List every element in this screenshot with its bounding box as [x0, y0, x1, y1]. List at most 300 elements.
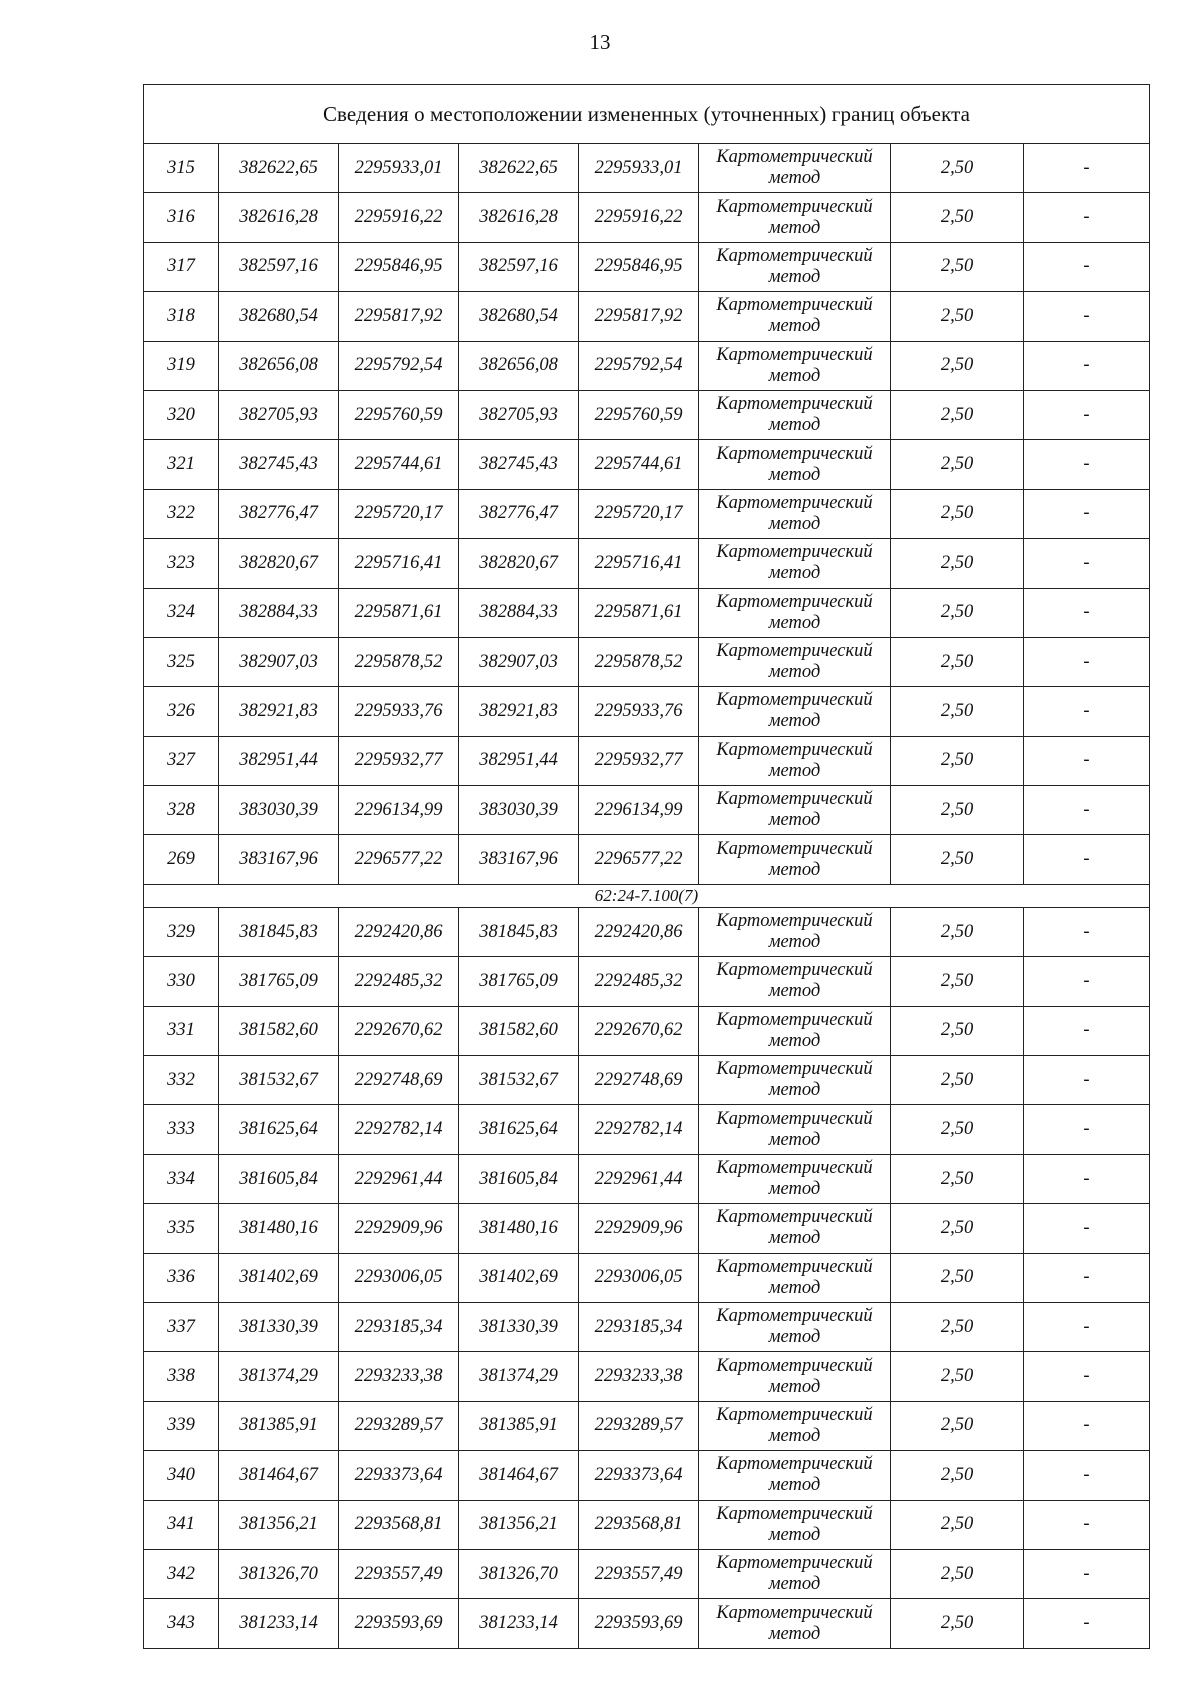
- y-existing-cell: 2292670,62: [339, 1006, 459, 1055]
- method-line1: Картометрический: [716, 295, 873, 316]
- y-refined-cell: 2296134,99: [579, 786, 699, 835]
- accuracy-cell: 2,50: [891, 637, 1024, 686]
- y-existing-cell: 2295744,61: [339, 440, 459, 489]
- accuracy-cell: 2,50: [891, 1451, 1024, 1500]
- method-line2: метод: [768, 316, 821, 337]
- point-number-cell: 336: [144, 1253, 219, 1302]
- x-existing-cell: 381480,16: [219, 1204, 339, 1253]
- x-refined-cell: 381356,21: [459, 1500, 579, 1549]
- y-existing-cell: 2293233,38: [339, 1352, 459, 1401]
- accuracy-cell: 2,50: [891, 907, 1024, 956]
- description-cell: -: [1024, 1006, 1150, 1055]
- accuracy-cell: 2,50: [891, 1056, 1024, 1105]
- x-existing-cell: 382680,54: [219, 292, 339, 341]
- x-existing-cell: 382907,03: [219, 637, 339, 686]
- x-refined-cell: 382616,28: [459, 193, 579, 242]
- y-existing-cell: 2292485,32: [339, 957, 459, 1006]
- y-refined-cell: 2292961,44: [579, 1154, 699, 1203]
- method-line1: Картометрический: [716, 1009, 873, 1030]
- description-cell: -: [1024, 1105, 1150, 1154]
- x-refined-cell: 382656,08: [459, 341, 579, 390]
- method-cell: [699, 1253, 891, 1302]
- method-cell: [699, 1401, 891, 1450]
- x-existing-cell: 381845,83: [219, 907, 339, 956]
- method-line2: метод: [768, 612, 821, 633]
- x-refined-cell: 382705,93: [459, 390, 579, 439]
- y-refined-cell: 2293568,81: [579, 1500, 699, 1549]
- description-cell: -: [1024, 539, 1150, 588]
- table-row: [144, 292, 1150, 341]
- x-existing-cell: 382951,44: [219, 736, 339, 785]
- table-row: [144, 144, 1150, 193]
- y-existing-cell: 2293289,57: [339, 1401, 459, 1450]
- y-existing-cell: 2292909,96: [339, 1204, 459, 1253]
- x-refined-cell: 382776,47: [459, 489, 579, 538]
- y-refined-cell: 2292909,96: [579, 1204, 699, 1253]
- point-number-cell: 325: [144, 637, 219, 686]
- method-line1: Картометрический: [716, 542, 873, 563]
- method-line1: Картометрический: [716, 344, 873, 365]
- accuracy-cell: 2,50: [891, 242, 1024, 291]
- accuracy-cell: 2,50: [891, 193, 1024, 242]
- method-line2: метод: [768, 810, 821, 831]
- accuracy-cell: 2,50: [891, 1154, 1024, 1203]
- method-line1: Картометрический: [716, 196, 873, 217]
- table-row: [144, 1451, 1150, 1500]
- accuracy-cell: 2,50: [891, 786, 1024, 835]
- method-cell: [699, 539, 891, 588]
- table-row: [144, 1056, 1150, 1105]
- table-row: [144, 1549, 1150, 1598]
- y-refined-cell: 2295871,61: [579, 588, 699, 637]
- accuracy-cell: 2,50: [891, 588, 1024, 637]
- x-refined-cell: 381326,70: [459, 1549, 579, 1598]
- accuracy-cell: 2,50: [891, 736, 1024, 785]
- method-line2: метод: [768, 1228, 821, 1249]
- method-line2: метод: [768, 859, 821, 880]
- x-refined-cell: 381385,91: [459, 1401, 579, 1450]
- y-existing-cell: 2295760,59: [339, 390, 459, 439]
- x-refined-cell: 382907,03: [459, 637, 579, 686]
- method-cell: [699, 390, 891, 439]
- accuracy-cell: 2,50: [891, 1204, 1024, 1253]
- description-cell: -: [1024, 341, 1150, 390]
- x-existing-cell: 382597,16: [219, 242, 339, 291]
- point-number-cell: 338: [144, 1352, 219, 1401]
- y-existing-cell: 2293568,81: [339, 1500, 459, 1549]
- x-existing-cell: 382921,83: [219, 687, 339, 736]
- method-cell: [699, 637, 891, 686]
- method-line1: Картометрический: [716, 1503, 873, 1524]
- y-refined-cell: 2295933,76: [579, 687, 699, 736]
- table-row: [144, 1204, 1150, 1253]
- y-existing-cell: 2295871,61: [339, 588, 459, 637]
- accuracy-cell: 2,50: [891, 539, 1024, 588]
- x-refined-cell: 382820,67: [459, 539, 579, 588]
- method-line1: Картометрический: [716, 960, 873, 981]
- method-cell: [699, 1006, 891, 1055]
- table-row: [144, 637, 1150, 686]
- x-refined-cell: 381765,09: [459, 957, 579, 1006]
- table-row: [144, 957, 1150, 1006]
- table-row: [144, 1401, 1150, 1450]
- method-line1: Картометрический: [716, 1158, 873, 1178]
- point-number-cell: 332: [144, 1056, 219, 1105]
- y-existing-cell: 2295933,01: [339, 144, 459, 193]
- y-existing-cell: 2295878,52: [339, 637, 459, 686]
- method-line2: метод: [768, 1030, 821, 1051]
- y-refined-cell: 2295916,22: [579, 193, 699, 242]
- x-refined-cell: 381532,67: [459, 1056, 579, 1105]
- description-cell: -: [1024, 907, 1150, 956]
- description-cell: -: [1024, 637, 1150, 686]
- method-line2: метод: [768, 1524, 821, 1545]
- y-refined-cell: 2295716,41: [579, 539, 699, 588]
- x-existing-cell: 382884,33: [219, 588, 339, 637]
- y-existing-cell: 2293557,49: [339, 1549, 459, 1598]
- y-refined-cell: 2292485,32: [579, 957, 699, 1006]
- accuracy-cell: 2,50: [891, 957, 1024, 1006]
- description-cell: -: [1024, 588, 1150, 637]
- x-existing-cell: 382622,65: [219, 144, 339, 193]
- point-number-cell: 326: [144, 687, 219, 736]
- x-refined-cell: 381374,29: [459, 1352, 579, 1401]
- point-number-cell: 343: [144, 1599, 219, 1648]
- description-cell: -: [1024, 390, 1150, 439]
- table-row: [144, 588, 1150, 637]
- y-existing-cell: 2293593,69: [339, 1599, 459, 1648]
- accuracy-cell: 2,50: [891, 292, 1024, 341]
- table-row: [144, 907, 1150, 956]
- accuracy-cell: 2,50: [891, 1006, 1024, 1055]
- x-existing-cell: 381625,64: [219, 1105, 339, 1154]
- method-line2: метод: [768, 981, 821, 1002]
- y-refined-cell: 2293185,34: [579, 1302, 699, 1351]
- method-cell: [699, 1352, 891, 1401]
- method-line2: метод: [768, 711, 821, 732]
- point-number-cell: 342: [144, 1549, 219, 1598]
- x-refined-cell: 381845,83: [459, 907, 579, 956]
- x-refined-cell: 382680,54: [459, 292, 579, 341]
- accuracy-cell: 2,50: [891, 687, 1024, 736]
- method-line1: Картометрический: [716, 690, 873, 711]
- point-number-cell: 330: [144, 957, 219, 1006]
- method-line2: метод: [768, 1475, 821, 1496]
- method-cell: [699, 835, 891, 884]
- x-refined-cell: 381233,14: [459, 1599, 579, 1648]
- method-line1: Картометрический: [716, 789, 873, 810]
- method-cell: [699, 242, 891, 291]
- x-refined-cell: 382597,16: [459, 242, 579, 291]
- y-existing-cell: 2292961,44: [339, 1154, 459, 1203]
- point-number-cell: 321: [144, 440, 219, 489]
- method-line2: метод: [768, 1277, 821, 1298]
- table-row: [144, 242, 1150, 291]
- y-refined-cell: 2292670,62: [579, 1006, 699, 1055]
- table-row: [144, 1302, 1150, 1351]
- table-row: [144, 440, 1150, 489]
- description-cell: -: [1024, 1401, 1150, 1450]
- method-line2: метод: [768, 1425, 821, 1446]
- accuracy-cell: 2,50: [891, 1253, 1024, 1302]
- group-row: [144, 884, 1150, 907]
- x-refined-cell: 381582,60: [459, 1006, 579, 1055]
- y-existing-cell: 2292748,69: [339, 1056, 459, 1105]
- y-existing-cell: 2295933,76: [339, 687, 459, 736]
- page-number: 13: [589, 30, 611, 54]
- method-line1: Картометрический: [716, 1059, 873, 1080]
- table-row: [144, 341, 1150, 390]
- method-cell: [699, 907, 891, 956]
- method-line2: метод: [768, 1376, 821, 1397]
- method-cell: [699, 1451, 891, 1500]
- point-number-cell: 324: [144, 588, 219, 637]
- method-cell: [699, 957, 891, 1006]
- method-line1: Картометрический: [716, 1404, 873, 1425]
- x-refined-cell: 381330,39: [459, 1302, 579, 1351]
- y-refined-cell: 2293373,64: [579, 1451, 699, 1500]
- table-row: [144, 687, 1150, 736]
- method-line2: метод: [768, 217, 821, 238]
- y-existing-cell: 2296577,22: [339, 835, 459, 884]
- x-existing-cell: 381532,67: [219, 1056, 339, 1105]
- x-existing-cell: 381765,09: [219, 957, 339, 1006]
- y-refined-cell: 2295744,61: [579, 440, 699, 489]
- y-existing-cell: 2293185,34: [339, 1302, 459, 1351]
- table-row: [144, 539, 1150, 588]
- description-cell: -: [1024, 1451, 1150, 1500]
- method-line2: метод: [768, 513, 821, 534]
- y-refined-cell: 2293289,57: [579, 1401, 699, 1450]
- description-cell: -: [1024, 687, 1150, 736]
- table-row: [144, 1253, 1150, 1302]
- description-cell: -: [1024, 489, 1150, 538]
- x-existing-cell: 381330,39: [219, 1302, 339, 1351]
- y-refined-cell: 2295792,54: [579, 341, 699, 390]
- table-row: [144, 786, 1150, 835]
- method-line1: Картометрический: [716, 245, 873, 266]
- x-refined-cell: 382622,65: [459, 144, 579, 193]
- y-refined-cell: 2295720,17: [579, 489, 699, 538]
- method-line1: Картометрический: [716, 911, 873, 932]
- x-refined-cell: 381402,69: [459, 1253, 579, 1302]
- point-number-cell: 327: [144, 736, 219, 785]
- method-line2: метод: [768, 168, 821, 189]
- x-refined-cell: 383167,96: [459, 835, 579, 884]
- method-line1: Картометрический: [716, 147, 873, 168]
- method-line2: метод: [768, 932, 821, 953]
- point-number-cell: 269: [144, 835, 219, 884]
- method-cell: [699, 687, 891, 736]
- description-cell: -: [1024, 1352, 1150, 1401]
- table-row: [144, 1352, 1150, 1401]
- method-line1: Картометрический: [716, 1108, 873, 1129]
- method-line1: Картометрический: [716, 394, 873, 415]
- accuracy-cell: 2,50: [891, 144, 1024, 193]
- method-cell: [699, 144, 891, 193]
- accuracy-cell: 2,50: [891, 1401, 1024, 1450]
- point-number-cell: 341: [144, 1500, 219, 1549]
- accuracy-cell: 2,50: [891, 1105, 1024, 1154]
- description-cell: -: [1024, 1302, 1150, 1351]
- description-cell: -: [1024, 786, 1150, 835]
- point-number-cell: 319: [144, 341, 219, 390]
- accuracy-cell: 2,50: [891, 1549, 1024, 1598]
- y-existing-cell: 2296134,99: [339, 786, 459, 835]
- description-cell: -: [1024, 440, 1150, 489]
- description-cell: -: [1024, 835, 1150, 884]
- y-existing-cell: 2293006,05: [339, 1253, 459, 1302]
- method-line1: Картометрический: [716, 1454, 873, 1475]
- method-line2: метод: [768, 563, 821, 584]
- point-number-cell: 333: [144, 1105, 219, 1154]
- method-line1: Картометрический: [716, 1602, 873, 1623]
- table-row: [144, 1006, 1150, 1055]
- method-line1: Картометрический: [716, 492, 873, 513]
- x-existing-cell: 381605,84: [219, 1154, 339, 1203]
- point-number-cell: 328: [144, 786, 219, 835]
- x-existing-cell: 381356,21: [219, 1500, 339, 1549]
- y-refined-cell: 2293593,69: [579, 1599, 699, 1648]
- y-refined-cell: 2296577,22: [579, 835, 699, 884]
- point-number-cell: 318: [144, 292, 219, 341]
- y-refined-cell: 2295760,59: [579, 390, 699, 439]
- x-refined-cell: 382921,83: [459, 687, 579, 736]
- accuracy-cell: 2,50: [891, 835, 1024, 884]
- y-existing-cell: 2295932,77: [339, 736, 459, 785]
- y-existing-cell: 2295720,17: [339, 489, 459, 538]
- table-row: [144, 835, 1150, 884]
- table-row: [144, 1105, 1150, 1154]
- method-line1: Картометрический: [716, 641, 873, 662]
- table-body: [144, 85, 1150, 1649]
- boundary-coordinates-table: [143, 84, 1150, 1649]
- description-cell: -: [1024, 1549, 1150, 1598]
- method-cell: [699, 1204, 891, 1253]
- method-cell: [699, 1549, 891, 1598]
- method-line2: метод: [768, 266, 821, 287]
- y-refined-cell: 2295846,95: [579, 242, 699, 291]
- description-cell: -: [1024, 1253, 1150, 1302]
- x-existing-cell: 383030,39: [219, 786, 339, 835]
- y-refined-cell: 2292748,69: [579, 1056, 699, 1105]
- point-number-cell: 337: [144, 1302, 219, 1351]
- point-number-cell: 315: [144, 144, 219, 193]
- method-cell: [699, 193, 891, 242]
- description-cell: -: [1024, 957, 1150, 1006]
- table-caption: Сведения о местоположении измененных (уточненных) границ объекта: [144, 85, 1150, 144]
- method-cell: [699, 1599, 891, 1648]
- point-number-cell: 331: [144, 1006, 219, 1055]
- method-line2: метод: [768, 1574, 821, 1595]
- method-line1: Картометрический: [716, 1256, 873, 1277]
- point-number-cell: 316: [144, 193, 219, 242]
- method-line1: Картометрический: [716, 1355, 873, 1376]
- method-line2: метод: [768, 1179, 821, 1199]
- method-line2: метод: [768, 1623, 821, 1644]
- method-cell: [699, 1056, 891, 1105]
- x-existing-cell: 381402,69: [219, 1253, 339, 1302]
- method-line2: метод: [768, 662, 821, 683]
- y-existing-cell: 2292782,14: [339, 1105, 459, 1154]
- description-cell: -: [1024, 1204, 1150, 1253]
- y-existing-cell: 2292420,86: [339, 907, 459, 956]
- accuracy-cell: 2,50: [891, 1500, 1024, 1549]
- point-number-cell: 320: [144, 390, 219, 439]
- y-refined-cell: 2295932,77: [579, 736, 699, 785]
- method-cell: [699, 341, 891, 390]
- description-cell: -: [1024, 1154, 1150, 1203]
- description-cell: -: [1024, 736, 1150, 785]
- x-refined-cell: 381605,84: [459, 1154, 579, 1203]
- x-existing-cell: 382616,28: [219, 193, 339, 242]
- description-cell: -: [1024, 193, 1150, 242]
- x-existing-cell: 382820,67: [219, 539, 339, 588]
- method-cell: [699, 292, 891, 341]
- y-refined-cell: 2292782,14: [579, 1105, 699, 1154]
- point-number-cell: 340: [144, 1451, 219, 1500]
- x-existing-cell: 381464,67: [219, 1451, 339, 1500]
- x-existing-cell: 381385,91: [219, 1401, 339, 1450]
- x-refined-cell: 382884,33: [459, 588, 579, 637]
- point-number-cell: 323: [144, 539, 219, 588]
- method-line2: метод: [768, 464, 821, 485]
- x-refined-cell: 381464,67: [459, 1451, 579, 1500]
- x-refined-cell: 383030,39: [459, 786, 579, 835]
- x-refined-cell: 381625,64: [459, 1105, 579, 1154]
- method-line1: Картометрический: [716, 1306, 873, 1327]
- method-cell: [699, 786, 891, 835]
- table-row: [144, 1599, 1150, 1648]
- x-existing-cell: 381326,70: [219, 1549, 339, 1598]
- x-existing-cell: 381233,14: [219, 1599, 339, 1648]
- point-number-cell: 339: [144, 1401, 219, 1450]
- description-cell: -: [1024, 292, 1150, 341]
- method-line1: Картометрический: [716, 443, 873, 464]
- method-line2: метод: [768, 1129, 821, 1150]
- y-refined-cell: 2293006,05: [579, 1253, 699, 1302]
- table-row: [144, 1154, 1150, 1203]
- method-cell: [699, 489, 891, 538]
- y-existing-cell: 2295716,41: [339, 539, 459, 588]
- y-refined-cell: 2293233,38: [579, 1352, 699, 1401]
- method-line1: Картометрический: [716, 739, 873, 760]
- method-line1: Картометрический: [716, 838, 873, 859]
- x-existing-cell: 382776,47: [219, 489, 339, 538]
- y-existing-cell: 2295792,54: [339, 341, 459, 390]
- method-line1: Картометрический: [716, 591, 873, 612]
- table-row: [144, 1500, 1150, 1549]
- method-cell: [699, 1302, 891, 1351]
- description-cell: -: [1024, 1056, 1150, 1105]
- method-line2: метод: [768, 760, 821, 781]
- x-existing-cell: 382705,93: [219, 390, 339, 439]
- x-existing-cell: 382745,43: [219, 440, 339, 489]
- x-refined-cell: 382951,44: [459, 736, 579, 785]
- y-refined-cell: 2295878,52: [579, 637, 699, 686]
- description-cell: -: [1024, 1500, 1150, 1549]
- x-existing-cell: 383167,96: [219, 835, 339, 884]
- point-number-cell: 317: [144, 242, 219, 291]
- accuracy-cell: 2,50: [891, 440, 1024, 489]
- method-cell: [699, 1500, 891, 1549]
- table-row: [144, 390, 1150, 439]
- x-existing-cell: 382656,08: [219, 341, 339, 390]
- method-line1: Картометрический: [716, 1553, 873, 1574]
- description-cell: -: [1024, 144, 1150, 193]
- method-line1: Картометрический: [716, 1207, 873, 1228]
- accuracy-cell: 2,50: [891, 489, 1024, 538]
